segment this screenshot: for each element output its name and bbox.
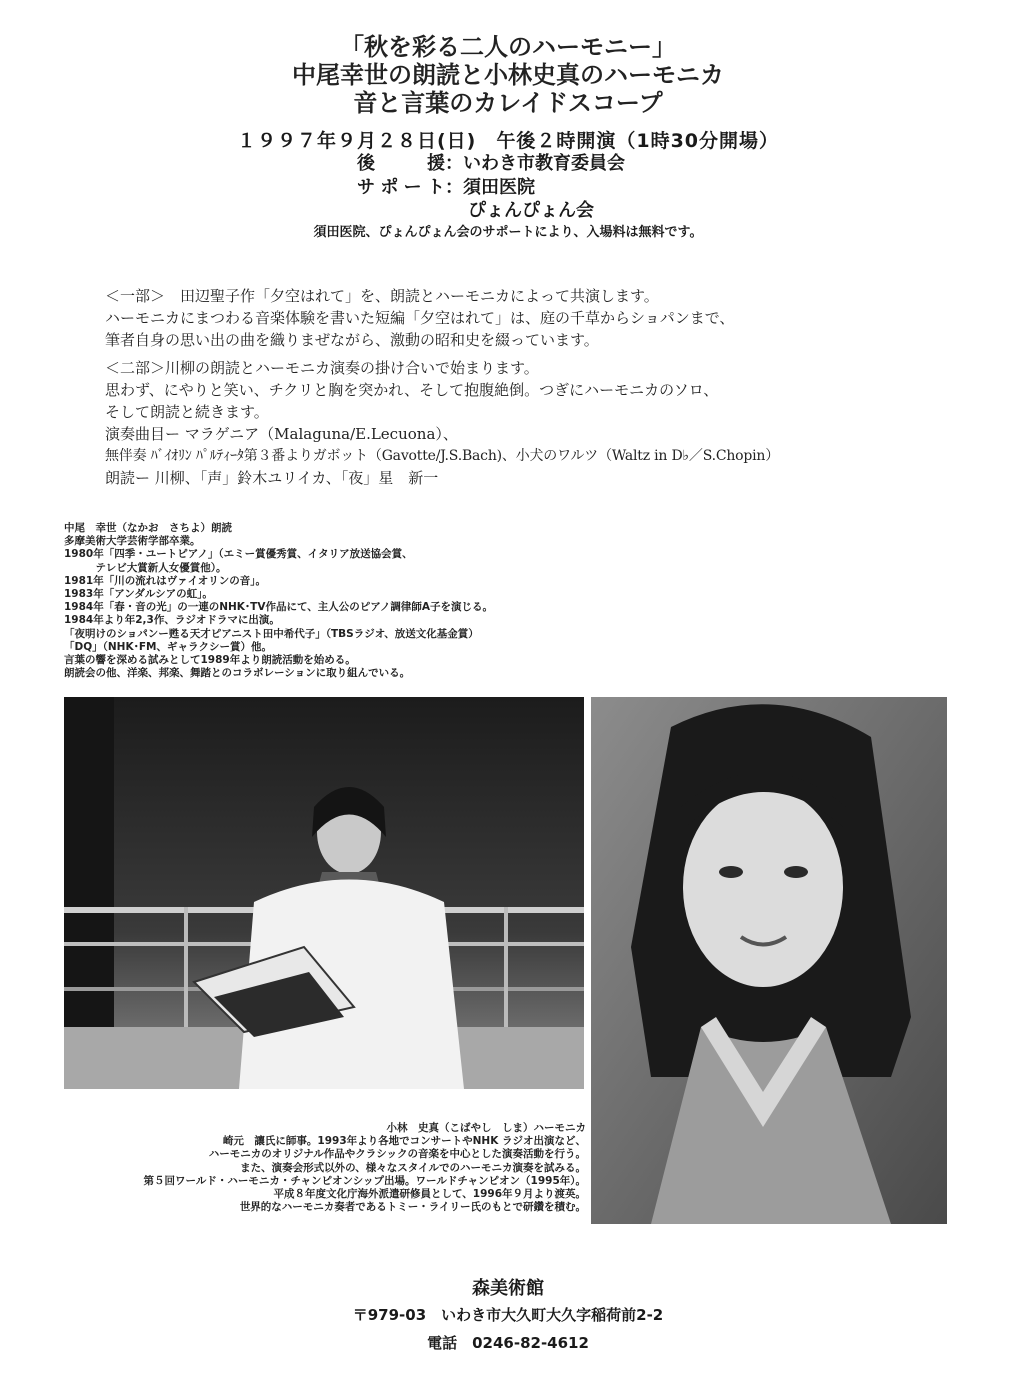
text-line: 朗読ー 川柳、「声」鈴木ユリイカ、「夜」星 新一 (105, 469, 439, 487)
bio-line: 中尾 幸世（なかお さちよ）朗読 (64, 522, 232, 534)
bio-line: 言葉の響を深める試みとして1989年より朗読活動を始める。 (64, 654, 356, 667)
bio-nakao (64, 522, 493, 680)
bio-line: 1981年「川の流れはヴァイオリンの音」。 (64, 574, 267, 587)
program-part2 (105, 357, 935, 489)
admission-note: 須田医院、ぴょんぴょん会のサポートにより、入場料は無料です。 (313, 225, 703, 240)
support-row-1: 後援：いわき市教育委員会 (357, 150, 625, 178)
nakao-photo-illustration (64, 697, 584, 1089)
support-value: 須田医院 (463, 177, 535, 198)
bio-line: 小林 史真（こばやし しま）ハーモニカ (386, 1122, 586, 1134)
text-line: そして朗読と続きます。 (105, 403, 269, 421)
bio-line: 1984年より年2,3作、ラジオドラマに出演。 (64, 614, 280, 627)
nakao-photo (64, 697, 584, 1089)
text-line: 演奏曲目ー マラゲニア（Malaguna/E.Lecuona）、 (105, 425, 458, 443)
text-line: 筆者自身の思い出の曲を織りまぜながら、激動の昭和史を綴っています。 (105, 331, 599, 349)
kobayashi-photo (591, 697, 947, 1224)
bio-line: 平成８年度文化庁海外派遣研修員として、1996年９月より渡英。 (273, 1188, 586, 1201)
support-row-2: サポート：須田医院 (357, 174, 535, 202)
text-line: 無伴奏 ﾊﾞｲｵﾘﾝ ﾊﾟﾙﾃｨｰﾀ第３番よりガボット（Gavotte/J.S.Bach)、小犬のワルツ（Waltz in D♭／S.Chopin） (105, 448, 780, 464)
bio-line: テレビ大賞新人女優賞他）。 (64, 561, 227, 574)
venue-name: 森美術館 (472, 1278, 544, 1299)
bio-line: 「DQ」（NHK･FM、ギャラクシー賞）他。 (64, 640, 272, 653)
venue-phone (0, 1332, 1016, 1353)
support-value: ぴょんぴょん会 (468, 200, 594, 221)
bio-line: 崎元 讓氏に師事。1993年より各地でコンサートやNHK ラジオ出演など、 (222, 1135, 586, 1148)
bio-kobayashi (96, 1122, 586, 1214)
event-tagline: 音と言葉のカレイドスコープ (353, 89, 663, 117)
text-line: ＜二部＞川柳の朗読とハーモニカ演奏の掛け合いで始まります。 (105, 359, 539, 377)
text-line: ＜一部＞ 田辺聖子作「夕空はれて」を、朗読とハーモニカによって共演します。 (105, 287, 659, 305)
bio-line: 1983年「アンダルシアの虹」。 (64, 588, 213, 601)
bio-line: 朗読会の他、洋楽、邦楽、舞踏とのコラボレーションに取り組んでいる。 (64, 667, 411, 680)
text-line: ハーモニカにまつわる音楽体験を書いた短編「夕空はれて」は、庭の千草からショパンまで、 (105, 309, 735, 327)
program-part1 (105, 285, 935, 351)
event-subtitle: 中尾幸世の朗読と小林史真のハーモニカ (292, 61, 724, 89)
event-date: １９９７年９月２８日(日) 午後２時開演（1時30分開場） (236, 130, 780, 152)
bio-line: 多摩美術大学芸術学部卒業。 (64, 535, 201, 548)
phone-number: 0246-82-4612 (472, 1334, 589, 1352)
support-label: サポート (357, 177, 445, 198)
text-line: 思わず、にやりと笑い、チクリと胸を突かれ、そして抱腹絶倒。つぎにハーモニカのソロ、 (105, 381, 719, 399)
bio-line: ハーモニカのオリジナル作品やクラシックの音楽を中心とした演奏活動を行う。 (208, 1148, 586, 1161)
bio-line: 1980年「四季・ユートピアノ」（エミー賞優秀賞、イタリア放送協会賞、 (64, 548, 413, 561)
phone-label: 電話 (427, 1334, 458, 1352)
bio-line: 第５回ワールド・ハーモニカ・チャンピオンシップ出場。ワールドチャンピオン（1995年）。 (143, 1174, 586, 1187)
support-value: いわき市教育委員会 (463, 153, 625, 174)
venue-address: 〒979-03 いわき市大久町大久字稲荷前2-2 (352, 1306, 664, 1324)
bio-line: 「夜明けのショパンー甦る天才ピアニスト田中希代子」（TBSラジオ、放送文化基金賞） (64, 627, 479, 640)
event-title: 「秋を彩る二人のハーモニー」 (340, 33, 676, 61)
kobayashi-photo-illustration (591, 697, 947, 1224)
bio-line: また、演奏会形式以外の、様々なスタイルでのハーモニカ演奏を試みる。 (240, 1161, 586, 1174)
bio-line: 世界的なハーモニカ奏者であるトミー・ライリー氏のもとで研鑽を積む。 (239, 1201, 586, 1214)
bio-line: 1984年「春・音の光」の一連のNHK･TV作品にて、主人公のピアノ調律師A子を演じる。 (64, 601, 494, 614)
support-label: 後援 (357, 153, 445, 174)
